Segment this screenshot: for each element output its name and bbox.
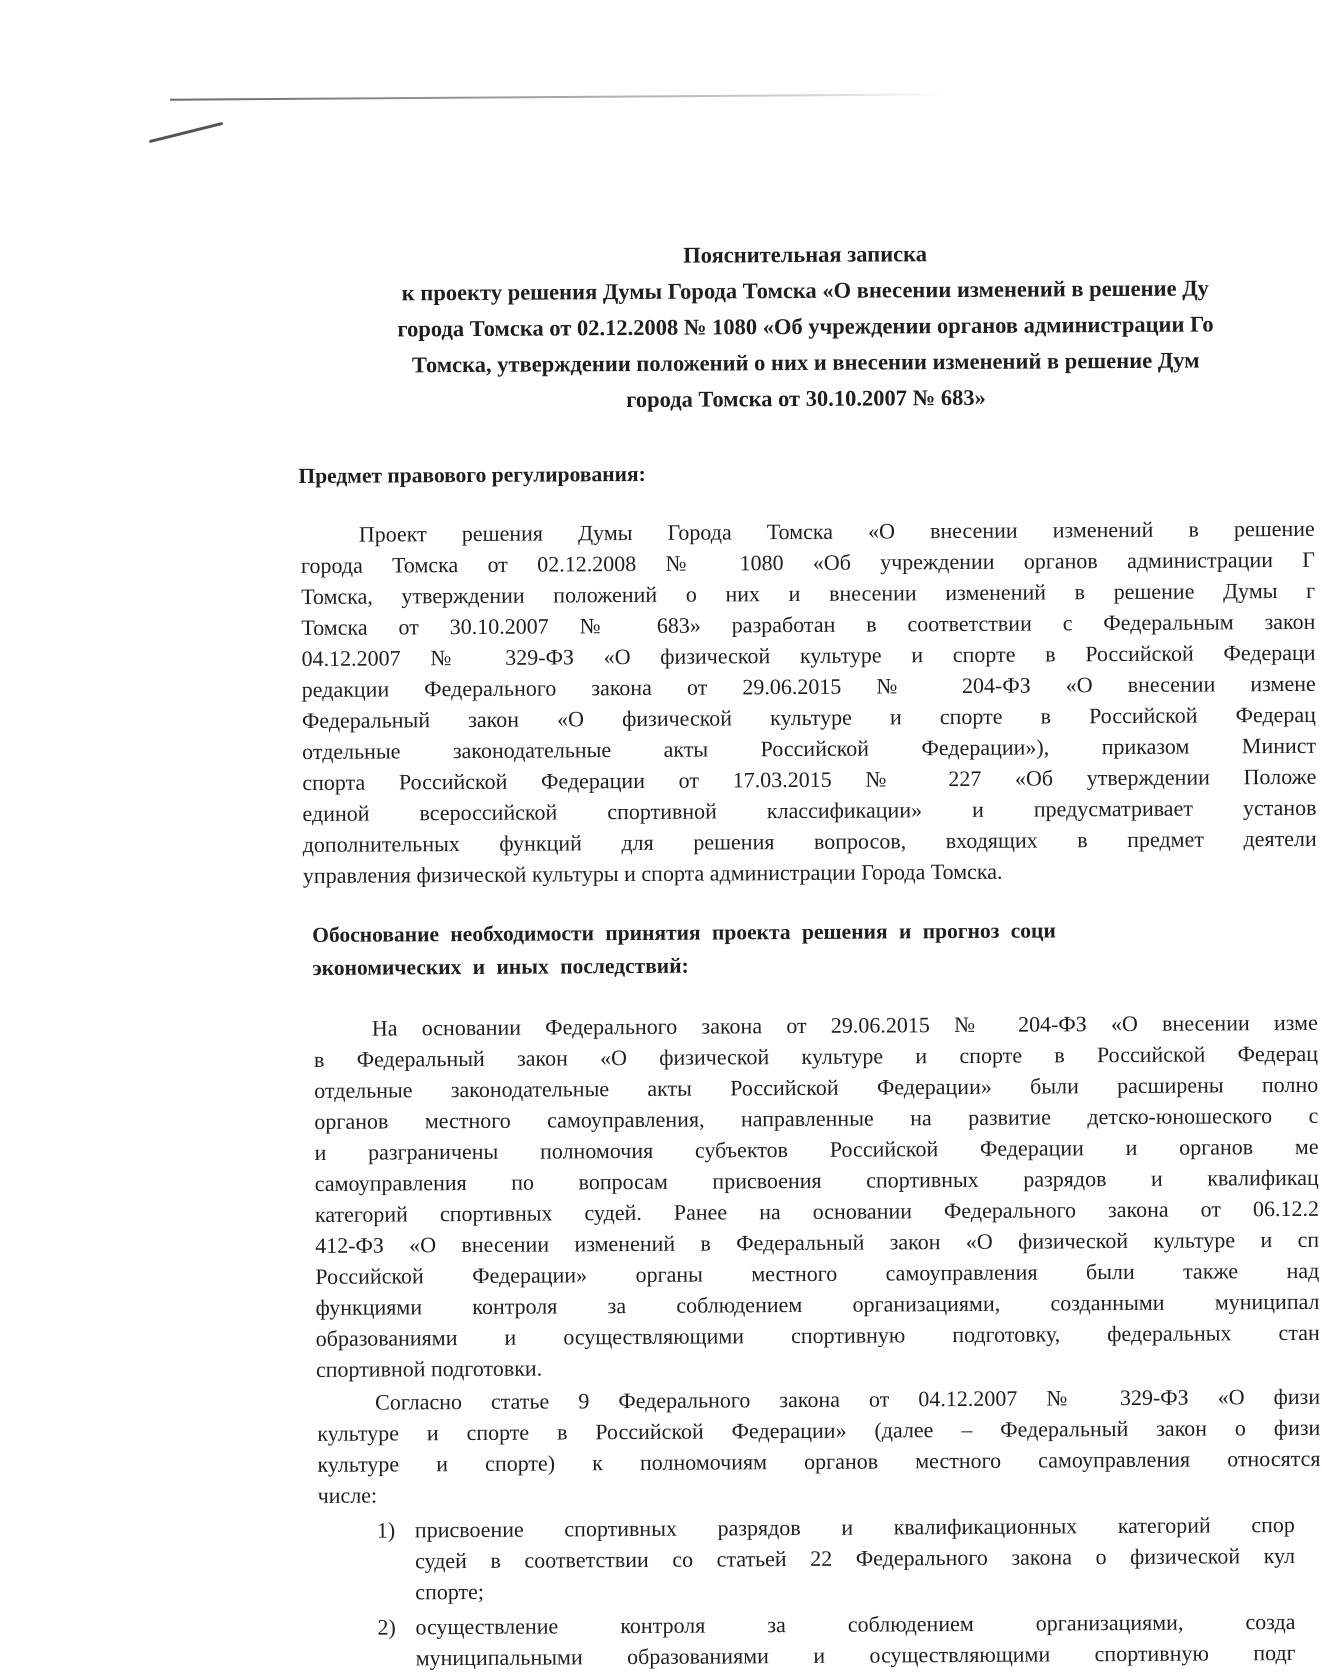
list-item-number: 1) xyxy=(376,1517,396,1543)
paragraph-line: Томска от 30.10.2007 № 683» разработан в соответствии с Федеральным закон xyxy=(301,608,1316,641)
list-item-number: 2) xyxy=(377,1614,396,1640)
document-title xyxy=(297,234,1314,420)
paragraph-line: отдельные законодательные акты Российской Федерации» были расширены полно xyxy=(314,1071,1319,1103)
list-item-text xyxy=(415,1606,1295,1673)
paragraph-line: культуре и спорте в Российской Федерации» (далее – Федеральный закон о физи xyxy=(317,1414,1321,1446)
paragraph-line: функциями контроля за соблюдением организациями, созданными муниципал xyxy=(315,1288,1320,1320)
list-item-text xyxy=(415,1509,1296,1607)
section-heading-subject: Предмет правового регулирования: xyxy=(298,461,646,489)
powers-list xyxy=(377,1509,1322,1674)
paragraph-line: органов местного самоуправления, направленные на развитие детско-юношеского с xyxy=(314,1102,1319,1134)
list-item-line: муниципальными образованиями и осуществляющими спортивную подг xyxy=(415,1639,1296,1671)
paragraph-justification-2 xyxy=(317,1381,1321,1511)
list-item xyxy=(377,1509,1322,1608)
list-item-line: осуществление контроля за соблюдением организациями, созда xyxy=(415,1608,1296,1640)
paragraph-line: числе: xyxy=(317,1482,378,1508)
paragraph-line: культуре и спорте) к полномочиям органов местного самоуправления относятся xyxy=(317,1445,1321,1477)
paragraph-subject xyxy=(301,513,1317,891)
paragraph-line: редакции Федерального закона от 29.06.2015 № 204-ФЗ «О внесении измене xyxy=(301,670,1316,703)
list-item-line: присвоение спортивных разрядов и квалификационных категорий спор xyxy=(414,1511,1295,1543)
section-heading-line: Обоснование необходимости принятия проекта решения и прогноз соци xyxy=(312,918,1056,947)
paragraph-line: единой всероссийской спортивной классификации» и предусматривает установ xyxy=(302,794,1317,827)
title-line-4: Томска, утверждении положений о них и внесении изменений в решение Дум xyxy=(411,347,1200,378)
paragraph-line: в Федеральный закон «О физической культуре и спорте в Российской Федерац xyxy=(313,1040,1319,1072)
paragraph-line: Федеральный закон «О физической культуре и спорте в Российской Федерац xyxy=(301,701,1316,734)
list-item xyxy=(377,1606,1321,1674)
paragraph-line: отдельные законодательные акты Российской Федерации»), приказом Минист xyxy=(302,732,1317,765)
paragraph-line: и разграничены полномочия субъектов Российской Федерации и органов ме xyxy=(314,1133,1319,1165)
paragraph-line: города Томска от 02.12.2008 № 1080 «Об учреждении органов администрации Г xyxy=(300,546,1316,579)
paragraph-line: Согласно статье 9 Федерального закона от 04.12.2007 № 329-ФЗ «О физи xyxy=(375,1383,1321,1415)
title-line-2: к проекту решения Думы Города Томска «О внесении изменений в решение Ду xyxy=(401,275,1209,306)
paragraph-line: образованиями и осуществляющими спортивную подготовку, федеральных стан xyxy=(315,1319,1320,1351)
title-line-3: города Томска от 02.12.2008 № 1080 «Об учреждении органов администрации Го xyxy=(397,311,1214,342)
paragraph-justification-1 xyxy=(314,1007,1320,1385)
paragraph-line: На основании Федерального закона от 29.06.2015 № 204-ФЗ «О внесении изме xyxy=(371,1009,1318,1041)
paragraph-line: Проект решения Думы Города Томска «О внесении изменений в решение xyxy=(358,515,1315,547)
paragraph-line: управления физической культуры и спорта администрации Города Томска. xyxy=(302,858,1003,889)
paragraph-line: спорта Российской Федерации от 17.03.2015 № 227 «Об утверждении Положе xyxy=(302,763,1317,796)
document-content xyxy=(298,234,1322,1678)
scan-artifact-line xyxy=(170,93,950,100)
paragraph-line: дополнительных функций для решения вопросов, входящих в предмет деятели xyxy=(302,825,1317,858)
list-item-line: судей в соответствии со статьей 22 Федерального закона о физической кул xyxy=(414,1542,1296,1574)
scan-artifact-mark xyxy=(149,122,223,143)
paragraph-line: Томска, утверждении положений о них и внесении изменений в решение Думы г xyxy=(301,577,1316,610)
paragraph-line: 412-ФЗ «О внесении изменений в Федеральный закон «О физической культуре и сп xyxy=(315,1226,1320,1258)
paragraph-line: 04.12.2007 № 329-ФЗ «О физической культуре и спорте в Российской Федераци xyxy=(301,639,1316,672)
paragraph-line: самоуправления по вопросам присвоения спортивных разрядов и квалификац xyxy=(314,1164,1319,1196)
paragraph-line: категорий спортивных судей. Ранее на основании Федерального закона от 06.12.2 xyxy=(314,1195,1320,1227)
paragraph-line: Российской Федерации» органы местного самоуправления были также над xyxy=(315,1257,1320,1289)
paragraph-line: спортивной подготовки. xyxy=(315,1355,543,1382)
title-line-5: города Томска от 30.10.2007 № 683» xyxy=(626,384,986,413)
section-heading-line: экономических и иных последствий: xyxy=(312,953,689,980)
title-line-1: Пояснительная записка xyxy=(683,241,928,268)
list-item-line: спорте; xyxy=(415,1578,485,1605)
section-heading-justification xyxy=(312,913,1317,985)
